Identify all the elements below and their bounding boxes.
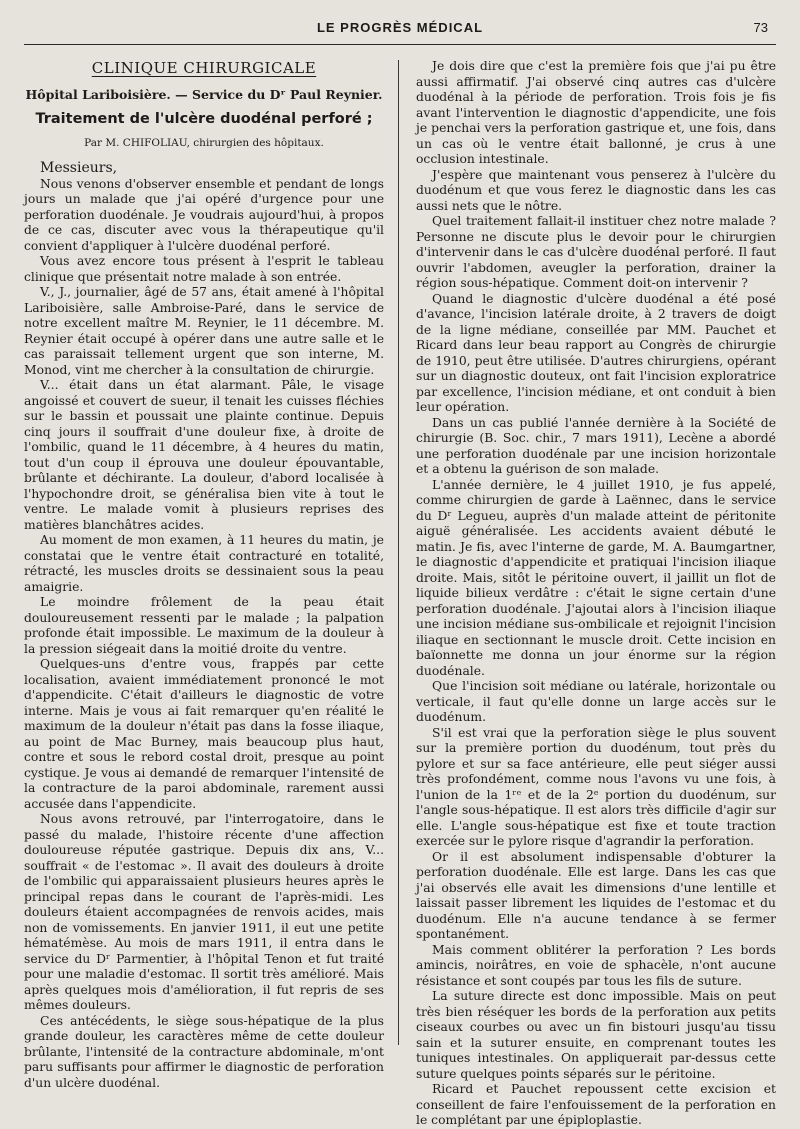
left-column	[24, 59, 384, 1129]
paragraph: Vous avez encore tous présent à l'esprit le tableau clinique que présentait notre malade à son entrée.	[24, 254, 384, 284]
byline: Par M. CHIFOLIAU, chirurgien des hôpitaux.	[84, 136, 324, 149]
paragraph: Je dois dire que c'est la première fois que j'ai pu être aussi affirmatif. J'ai observé cinq autres cas d'ulcère duodénal à la période de perforation. Trois fois je fis avant l'intervention le diagnostic d'appendicite, une fois je penchai vers la perforation gastrique et, une fois, dans un cas où le ventre était ballonné, je crus à une occlusion intestinale.	[416, 59, 776, 166]
paragraph: Quand le diagnostic d'ulcère duodénal a été posé d'avance, l'incision latérale droite, à 2 travers de doigt de la ligne médiane, conseillée par MM. Pauchet et Ricard dans leur beau rapport au Congrès de chirurgie de 1910, peut être utilisée. D'autres chirurgiens, opérant sur un diagnostic douteux, ont fait l'incision exploratrice par excellence, l'incision médiane, et ont conduit à bien leur opération.	[416, 291, 776, 414]
article-title: Traitement de l'ulcère duodénal perforé ;	[35, 111, 373, 127]
right-column	[416, 59, 776, 1129]
column-divider	[398, 60, 399, 1045]
paragraph: Nous avons retrouvé, par l'interrogatoire, dans le passé du malade, l'histoire récente d'une affection douloureuse réputée gastrique. Depuis dix ans, V... souffrait « de l'estomac ». Il avait des douleurs à droite de l'ombilic qui apparaissaient plusieurs heures après le principal repas dans le courant de l'après-midi. Les douleurs étaient accompagnées de renvois acides, mais non de vomissements. En janvier 1911, il eut une petite hématémèse. Au mois de mars 1911, il entra dans le service du Dʳ Parmentier, à l'hôpital Tenon et fut traité pour une maladie d'estomac. Il sortit très amélioré. Mais après quelques mois d'amélioration, il fut repris de ses mêmes douleurs.	[24, 812, 384, 1012]
paragraph: V... était dans un état alarmant. Pâle, le visage angoissé et couvert de sueur, il tenait les cuisses fléchies sur le bassin et poussait une plainte continue. Depuis cinq jours il souffrait d'une douleur fixe, à droite de l'ombilic, quand le 11 décembre, à 4 heures du matin, tout d'un coup il éprouva une douleur épouvantable, brûlante et déchirante. La douleur, d'abord localisée à l'hypochondre droit, se généralisa bien vite à tout le ventre. Le malade vomit à plusieurs reprises des matières blanchâtres acides.	[24, 378, 384, 532]
paragraph: J'espère que maintenant vous penserez à l'ulcère du duodénum et que vous ferez le diagnostic dans les cas aussi nets que le nôtre.	[416, 167, 776, 213]
salutation: Messieurs,	[40, 160, 118, 176]
paragraph: Ricard et Pauchet repoussent cette excision et conseillent de faire l'enfouissement de la perforation en le complétant par une épiploplastie.	[416, 1082, 776, 1127]
page-number: 73	[753, 20, 768, 35]
paragraph: V., J., journalier, âgé de 57 ans, était amené à l'hôpital Lariboisière, salle Ambroise-Paré, dans le service de notre excellent maître M. Reynier, le 11 décembre. M. Reynier était occupé à opérer dans une autre salle et le cas paraissait tellement urgent que son interne, M. Monod, vint me chercher à la consultation de chirurgie.	[24, 285, 384, 377]
section-title: CLINIQUE CHIRURGICALE	[91, 59, 317, 77]
running-header	[24, 0, 776, 45]
journal-title: LE PROGRÈS MÉDICAL	[316, 20, 484, 35]
paragraph: Mais comment oblitérer la perforation ? Les bords amincis, noirâtres, en voie de sphacèle, n'ont aucune résistance et sont coupés par tous les fils de suture.	[416, 942, 776, 988]
paragraph: Dans un cas publié l'année dernière à la Société de chirurgie (B. Soc. chir., 7 mars 1911), Lecène a abordé une perforation duodénale par une incision horizontale et a obtenu la guérison de son malade.	[416, 415, 776, 476]
paragraph: S'il est vrai que la perforation siège le plus souvent sur la première portion du duodénum, tout près du pylore et sur sa face antérieure, elle peut siéger aussi très profondément, comme nous l'avons vu une fois, à l'union de la 1ʳᵉ et de la 2ᵉ portion du duodénum, sur l'angle sous-hépatique. Il est alors très difficile d'agir sur elle. L'angle sous-hépatique est fixe et toute traction exercée sur le pylore risque d'agrandir la perforation.	[416, 725, 776, 848]
paragraph: La suture directe est donc impossible. Mais on peut très bien réséquer les bords de la perforation aux petits ciseaux courbes ou avec un fin bistouri jusqu'au tissu sain et la suturer ensuite, en comprenant toutes les tuniques intestinales. On appliquerait par-dessus cette suture quelques points séparés sur le péritoine.	[416, 989, 776, 1081]
paragraph: Au moment de mon examen, à 11 heures du matin, je constatai que le ventre était contracturé en totalité, rétracté, les muscles droits se dessinaient sous la peau amaigrie.	[24, 533, 384, 594]
paragraph: L'année dernière, le 4 juillet 1910, je fus appelé, comme chirurgien de garde à Laënnec, dans le service du Dʳ Legueu, auprès d'un malade atteint de péritonite aiguë généralisée. Les accidents avaient débuté le matin. Je fis, avec l'interne de garde, M. A. Baumgartner, le diagnostic d'appendicite et pratiquai l'incision iliaque droite. Mais, sitôt le péritoine ouvert, il jaillit un flot de liquide bilieux verdâtre : c'était le signe certain d'une perforation duodénale. J'ajoutai alors à l'incision iliaque une incision médiane sus-ombilicale et rejoignit l'incision iliaque en sectionnant le muscle droit. Cette incision en baïonnette me donna un jour énorme sur la région duodénale.	[416, 477, 776, 678]
paragraph: Or il est absolument indispensable d'obturer la perforation duodénale. Elle est large. Dans les cas que j'ai observés elle avait les dimensions d'une lentille et laissait passer librement les liquides de l'estomac et du duodénum. Elle n'a aucune tendance à se fermer spontanément.	[416, 849, 776, 941]
paragraph: Nous venons d'observer ensemble et pendant de longs jours un malade que j'ai opéré d'urgence pour une perforation duodénale. Je voudrais aujourd'hui, à propos de ce cas, discuter avec vous la thérapeutique qu'il convient d'appliquer à l'ulcère duodénal perforé.	[24, 176, 384, 253]
paragraph: Quel traitement fallait-il instituer chez notre malade ? Personne ne discute plus le devoir pour le chirurgien d'intervenir dans le cas d'ulcère duodénal perforé. Il faut ouvrir l'abdomen, aveugler la perforation, drainer la région sous-hépatique. Comment doit-on intervenir ?	[416, 214, 776, 290]
paragraph: Ces antécédents, le siège sous-hépatique de la plus grande douleur, les caractères même de cette douleur brûlante, l'intensité de la contracture abdominale, m'ont paru suffisants pour affirmer le diagnostic de perforation d'un ulcère duodénal.	[24, 1013, 384, 1090]
paragraph: Le moindre frôlement de la peau était douloureusement ressenti par le malade ; la palpation profonde était impossible. Le maximum de la douleur à la pression siégeait dans la moitié droite du ventre.	[24, 595, 384, 656]
paragraph: Que l'incision soit médiane ou latérale, horizontale ou verticale, il faut qu'elle donne un large accès sur le duodénum.	[416, 679, 776, 724]
paragraph: Quelques-uns d'entre vous, frappés par cette localisation, avaient immédiatement prononcé le mot d'appendicite. C'était d'ailleurs le diagnostic de votre interne. Mais je vous ai fait remarquer qu'en réalité le maximum de la douleur n'était pas dans la fosse iliaque, au point de Mac Burney, mais beaucoup plus haut, contre et sous le rebord costal droit, presque au point cystique. Je vous ai demandé de remarquer l'intensité de la contracture de la paroi abdominale, rarement aussi accusée dans l'appendicite.	[24, 657, 384, 811]
hospital-line: Hôpital Lariboisière. — Service du Dʳ Paul Reynier.	[25, 86, 383, 102]
